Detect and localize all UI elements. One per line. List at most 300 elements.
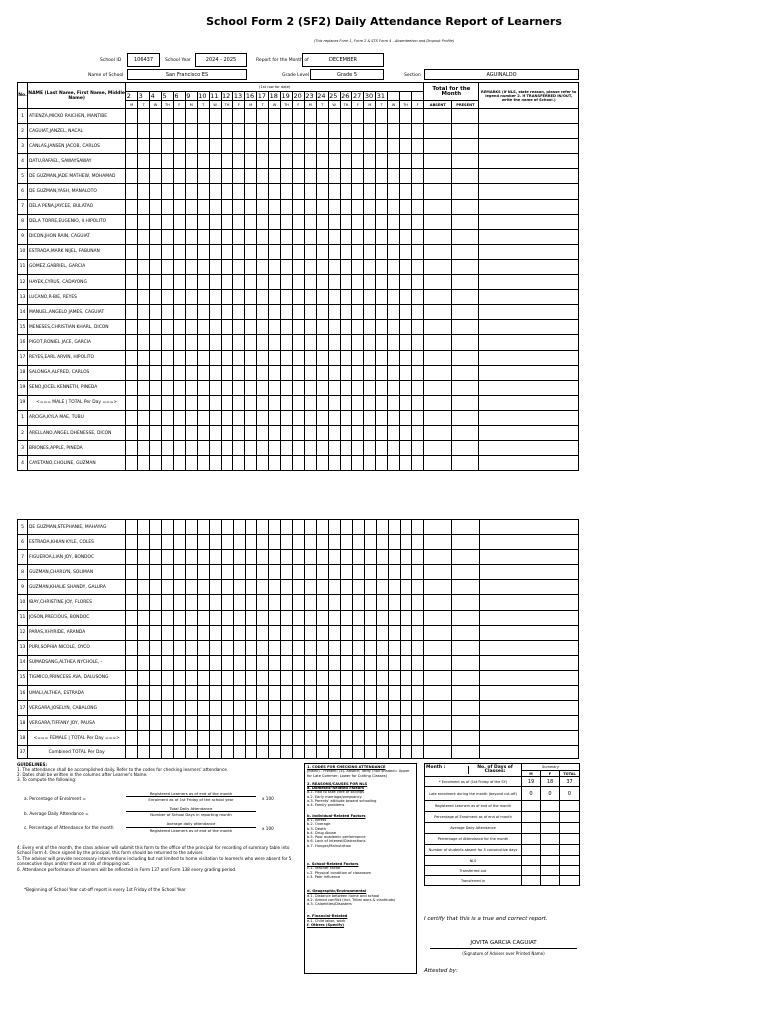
attendance-cell[interactable] — [150, 169, 162, 184]
attendance-cell[interactable] — [305, 716, 317, 731]
absent-total-cell[interactable] — [424, 425, 452, 440]
attendance-cell[interactable] — [400, 580, 412, 595]
attendance-cell[interactable] — [364, 610, 376, 625]
attendance-cell[interactable] — [293, 655, 305, 670]
summary-total-value[interactable] — [560, 845, 580, 856]
attendance-cell[interactable] — [340, 184, 352, 199]
attendance-cell[interactable] — [161, 139, 173, 154]
attendance-cell[interactable] — [197, 229, 209, 244]
attendance-cell[interactable] — [126, 686, 138, 701]
attendance-cell[interactable] — [281, 580, 293, 595]
attendance-cell[interactable] — [173, 139, 185, 154]
attendance-cell[interactable] — [352, 410, 364, 425]
attendance-cell[interactable] — [400, 535, 412, 550]
attendance-cell[interactable] — [388, 275, 400, 290]
attendance-cell[interactable] — [269, 305, 281, 320]
attendance-cell[interactable] — [328, 305, 340, 320]
attendance-cell[interactable] — [257, 184, 269, 199]
attendance-cell[interactable] — [150, 305, 162, 320]
attendance-cell[interactable] — [340, 199, 352, 214]
attendance-cell[interactable] — [221, 686, 233, 701]
attendance-cell[interactable] — [281, 305, 293, 320]
attendance-cell[interactable] — [364, 199, 376, 214]
attendance-cell[interactable] — [305, 640, 317, 655]
attendance-cell[interactable] — [364, 565, 376, 580]
attendance-cell[interactable] — [364, 535, 376, 550]
attendance-cell[interactable] — [293, 670, 305, 685]
attendance-cell[interactable] — [257, 199, 269, 214]
attendance-cell[interactable] — [126, 214, 138, 229]
attendance-cell[interactable] — [400, 109, 412, 124]
attendance-cell[interactable] — [412, 244, 424, 259]
summary-m-value[interactable]: 19 — [522, 777, 541, 787]
attendance-cell[interactable] — [197, 655, 209, 670]
attendance-cell[interactable] — [376, 580, 388, 595]
attendance-cell[interactable] — [328, 670, 340, 685]
attendance-cell[interactable] — [281, 701, 293, 716]
attendance-cell[interactable] — [185, 320, 197, 335]
present-total-cell[interactable] — [452, 655, 479, 670]
attendance-cell[interactable] — [221, 169, 233, 184]
summary-f-value[interactable]: 18 — [541, 777, 560, 787]
attendance-cell[interactable] — [233, 565, 245, 580]
attendance-cell[interactable] — [174, 535, 186, 550]
attendance-cell[interactable] — [316, 441, 328, 456]
attendance-cell[interactable] — [281, 184, 293, 199]
attendance-cell[interactable] — [245, 169, 257, 184]
attendance-cell[interactable] — [340, 305, 352, 320]
attendance-cell[interactable] — [126, 380, 138, 395]
attendance-cell[interactable] — [209, 441, 221, 456]
attendance-cell[interactable] — [304, 410, 316, 425]
attendance-cell[interactable] — [412, 259, 424, 274]
attendance-cell[interactable] — [126, 365, 138, 380]
attendance-cell[interactable] — [412, 456, 424, 471]
attendance-cell[interactable] — [197, 365, 209, 380]
present-total-cell[interactable] — [452, 550, 479, 565]
attendance-cell[interactable] — [185, 184, 197, 199]
attendance-cell[interactable] — [174, 565, 186, 580]
attendance-cell[interactable] — [352, 124, 364, 139]
attendance-cell[interactable] — [388, 154, 400, 169]
attendance-cell[interactable] — [364, 580, 376, 595]
present-total-cell[interactable] — [452, 259, 479, 274]
attendance-cell[interactable] — [245, 154, 257, 169]
attendance-cell[interactable] — [292, 441, 304, 456]
attendance-cell[interactable] — [400, 290, 412, 305]
attendance-cell[interactable] — [233, 686, 245, 701]
attendance-cell[interactable] — [197, 244, 209, 259]
attendance-cell[interactable] — [292, 456, 304, 471]
attendance-cell[interactable] — [126, 565, 138, 580]
attendance-cell[interactable] — [352, 259, 364, 274]
attendance-cell[interactable] — [352, 139, 364, 154]
attendance-cell[interactable] — [328, 154, 340, 169]
remarks-cell[interactable] — [479, 610, 578, 625]
attendance-cell[interactable] — [138, 640, 150, 655]
absent-total-cell[interactable] — [424, 365, 452, 380]
attendance-cell[interactable] — [221, 290, 233, 305]
attendance-cell[interactable] — [197, 109, 209, 124]
attendance-cell[interactable] — [150, 229, 162, 244]
attendance-cell[interactable] — [174, 580, 186, 595]
attendance-cell[interactable] — [245, 109, 257, 124]
attendance-cell[interactable] — [269, 716, 281, 731]
attendance-cell[interactable] — [376, 259, 388, 274]
attendance-cell[interactable] — [352, 380, 364, 395]
attendance-cell[interactable] — [185, 275, 197, 290]
present-total-cell[interactable] — [452, 335, 479, 350]
attendance-cell[interactable] — [257, 410, 269, 425]
attendance-cell[interactable] — [245, 595, 257, 610]
attendance-cell[interactable] — [352, 670, 364, 685]
attendance-cell[interactable] — [197, 565, 209, 580]
absent-total-cell[interactable] — [424, 595, 452, 610]
attendance-cell[interactable] — [126, 350, 138, 365]
attendance-cell[interactable] — [209, 655, 221, 670]
attendance-cell[interactable] — [340, 154, 352, 169]
attendance-cell[interactable] — [269, 275, 281, 290]
attendance-cell[interactable] — [293, 550, 305, 565]
attendance-cell[interactable] — [316, 335, 328, 350]
attendance-cell[interactable] — [257, 701, 269, 716]
remarks-cell[interactable] — [479, 425, 579, 440]
attendance-cell[interactable] — [150, 456, 162, 471]
attendance-cell[interactable] — [364, 139, 376, 154]
attendance-cell[interactable] — [292, 109, 304, 124]
attendance-cell[interactable] — [364, 350, 376, 365]
attendance-cell[interactable] — [185, 305, 197, 320]
attendance-cell[interactable] — [269, 214, 281, 229]
attendance-cell[interactable] — [412, 640, 424, 655]
attendance-cell[interactable] — [281, 320, 293, 335]
attendance-cell[interactable] — [209, 716, 221, 731]
attendance-cell[interactable] — [281, 535, 293, 550]
attendance-cell[interactable] — [388, 565, 400, 580]
attendance-cell[interactable] — [388, 535, 400, 550]
attendance-cell[interactable] — [316, 109, 328, 124]
attendance-cell[interactable] — [400, 350, 412, 365]
attendance-cell[interactable] — [340, 625, 352, 640]
attendance-cell[interactable] — [376, 550, 388, 565]
attendance-cell[interactable] — [269, 290, 281, 305]
attendance-cell[interactable] — [245, 610, 257, 625]
attendance-cell[interactable] — [317, 595, 329, 610]
attendance-cell[interactable] — [304, 184, 316, 199]
summary-total-value[interactable] — [560, 834, 580, 845]
attendance-cell[interactable] — [352, 456, 364, 471]
attendance-cell[interactable] — [292, 154, 304, 169]
attendance-cell[interactable] — [400, 154, 412, 169]
summary-m-value[interactable] — [522, 866, 541, 876]
attendance-cell[interactable] — [352, 625, 364, 640]
attendance-cell[interactable] — [316, 365, 328, 380]
attendance-cell[interactable] — [257, 320, 269, 335]
attendance-cell[interactable] — [388, 610, 400, 625]
attendance-cell[interactable] — [257, 229, 269, 244]
attendance-cell[interactable] — [269, 365, 281, 380]
attendance-cell[interactable] — [126, 655, 138, 670]
attendance-cell[interactable] — [376, 124, 388, 139]
remarks-cell[interactable] — [479, 701, 578, 716]
attendance-cell[interactable] — [173, 229, 185, 244]
attendance-cell[interactable] — [162, 625, 174, 640]
attendance-cell[interactable] — [197, 305, 209, 320]
attendance-cell[interactable] — [281, 670, 293, 685]
attendance-cell[interactable] — [412, 335, 424, 350]
attendance-cell[interactable] — [257, 640, 269, 655]
attendance-cell[interactable] — [245, 580, 257, 595]
attendance-cell[interactable] — [257, 610, 269, 625]
attendance-cell[interactable] — [138, 701, 150, 716]
attendance-cell[interactable] — [257, 290, 269, 305]
attendance-cell[interactable] — [197, 124, 209, 139]
attendance-cell[interactable] — [400, 610, 412, 625]
attendance-cell[interactable] — [412, 305, 424, 320]
attendance-cell[interactable] — [161, 154, 173, 169]
absent-total-cell[interactable] — [424, 456, 452, 471]
remarks-cell[interactable] — [479, 520, 578, 535]
attendance-cell[interactable] — [257, 380, 269, 395]
attendance-cell[interactable] — [269, 655, 281, 670]
attendance-cell[interactable] — [185, 456, 197, 471]
attendance-cell[interactable] — [281, 550, 293, 565]
attendance-cell[interactable] — [305, 701, 317, 716]
attendance-cell[interactable] — [400, 259, 412, 274]
attendance-cell[interactable] — [304, 441, 316, 456]
attendance-cell[interactable] — [245, 550, 257, 565]
attendance-cell[interactable] — [126, 410, 138, 425]
absent-total-cell[interactable] — [424, 670, 452, 685]
attendance-cell[interactable] — [317, 610, 329, 625]
attendance-cell[interactable] — [138, 655, 150, 670]
attendance-cell[interactable] — [138, 610, 150, 625]
attendance-cell[interactable] — [340, 425, 352, 440]
attendance-cell[interactable] — [376, 380, 388, 395]
attendance-cell[interactable] — [269, 335, 281, 350]
attendance-cell[interactable] — [245, 275, 257, 290]
attendance-cell[interactable] — [233, 139, 245, 154]
attendance-cell[interactable] — [352, 290, 364, 305]
attendance-cell[interactable] — [304, 109, 316, 124]
attendance-cell[interactable] — [281, 520, 293, 535]
attendance-cell[interactable] — [412, 580, 424, 595]
attendance-cell[interactable] — [376, 184, 388, 199]
attendance-cell[interactable] — [328, 365, 340, 380]
attendance-cell[interactable] — [269, 701, 281, 716]
present-total-cell[interactable] — [452, 380, 479, 395]
attendance-cell[interactable] — [173, 305, 185, 320]
attendance-cell[interactable] — [245, 686, 257, 701]
attendance-cell[interactable] — [257, 335, 269, 350]
attendance-cell[interactable] — [185, 655, 197, 670]
attendance-cell[interactable] — [316, 410, 328, 425]
attendance-cell[interactable] — [412, 350, 424, 365]
attendance-cell[interactable] — [269, 380, 281, 395]
attendance-cell[interactable] — [376, 139, 388, 154]
attendance-cell[interactable] — [233, 655, 245, 670]
attendance-cell[interactable] — [340, 595, 352, 610]
attendance-cell[interactable] — [185, 350, 197, 365]
attendance-cell[interactable] — [126, 154, 138, 169]
attendance-cell[interactable] — [126, 640, 138, 655]
attendance-cell[interactable] — [233, 214, 245, 229]
attendance-cell[interactable] — [209, 670, 221, 685]
attendance-cell[interactable] — [340, 109, 352, 124]
attendance-cell[interactable] — [364, 109, 376, 124]
attendance-cell[interactable] — [388, 670, 400, 685]
attendance-cell[interactable] — [293, 610, 305, 625]
attendance-cell[interactable] — [269, 535, 281, 550]
attendance-cell[interactable] — [173, 441, 185, 456]
attendance-cell[interactable] — [150, 335, 162, 350]
summary-f-value[interactable] — [541, 845, 560, 856]
attendance-cell[interactable] — [305, 686, 317, 701]
attendance-cell[interactable] — [400, 550, 412, 565]
attendance-cell[interactable] — [328, 655, 340, 670]
attendance-cell[interactable] — [197, 184, 209, 199]
attendance-cell[interactable] — [352, 275, 364, 290]
attendance-cell[interactable] — [221, 229, 233, 244]
attendance-cell[interactable] — [221, 320, 233, 335]
remarks-cell[interactable] — [479, 290, 579, 305]
absent-total-cell[interactable] — [424, 214, 452, 229]
attendance-cell[interactable] — [412, 290, 424, 305]
attendance-cell[interactable] — [245, 456, 257, 471]
attendance-cell[interactable] — [209, 124, 221, 139]
attendance-cell[interactable] — [412, 410, 424, 425]
attendance-cell[interactable] — [162, 655, 174, 670]
attendance-cell[interactable] — [412, 214, 424, 229]
attendance-cell[interactable] — [292, 124, 304, 139]
attendance-cell[interactable] — [245, 441, 257, 456]
attendance-cell[interactable] — [138, 670, 150, 685]
attendance-cell[interactable] — [292, 139, 304, 154]
attendance-cell[interactable] — [185, 625, 197, 640]
attendance-cell[interactable] — [281, 214, 293, 229]
attendance-cell[interactable] — [185, 124, 197, 139]
attendance-cell[interactable] — [269, 154, 281, 169]
attendance-cell[interactable] — [197, 380, 209, 395]
attendance-cell[interactable] — [269, 625, 281, 640]
present-total-cell[interactable] — [452, 229, 479, 244]
present-total-cell[interactable] — [452, 124, 479, 139]
attendance-cell[interactable] — [364, 595, 376, 610]
attendance-cell[interactable] — [161, 275, 173, 290]
attendance-cell[interactable] — [328, 290, 340, 305]
attendance-cell[interactable] — [400, 456, 412, 471]
attendance-cell[interactable] — [221, 154, 233, 169]
remarks-cell[interactable] — [479, 199, 579, 214]
attendance-cell[interactable] — [161, 259, 173, 274]
summary-m-value[interactable] — [522, 845, 541, 856]
attendance-cell[interactable] — [174, 640, 186, 655]
absent-total-cell[interactable] — [424, 716, 452, 731]
attendance-cell[interactable] — [304, 350, 316, 365]
attendance-cell[interactable] — [293, 625, 305, 640]
absent-total-cell[interactable] — [424, 109, 452, 124]
attendance-cell[interactable] — [185, 214, 197, 229]
attendance-cell[interactable] — [209, 139, 221, 154]
attendance-cell[interactable] — [292, 199, 304, 214]
attendance-cell[interactable] — [233, 380, 245, 395]
present-total-cell[interactable] — [452, 425, 479, 440]
attendance-cell[interactable] — [269, 124, 281, 139]
attendance-cell[interactable] — [305, 535, 317, 550]
attendance-cell[interactable] — [257, 259, 269, 274]
absent-total-cell[interactable] — [424, 380, 452, 395]
attendance-cell[interactable] — [185, 425, 197, 440]
attendance-cell[interactable] — [221, 640, 233, 655]
attendance-cell[interactable] — [245, 214, 257, 229]
attendance-cell[interactable] — [233, 320, 245, 335]
attendance-cell[interactable] — [352, 550, 364, 565]
attendance-cell[interactable] — [126, 535, 138, 550]
remarks-cell[interactable] — [479, 169, 579, 184]
attendance-cell[interactable] — [197, 350, 209, 365]
attendance-cell[interactable] — [352, 580, 364, 595]
attendance-cell[interactable] — [412, 229, 424, 244]
attendance-cell[interactable] — [317, 625, 329, 640]
attendance-cell[interactable] — [185, 686, 197, 701]
attendance-cell[interactable] — [304, 275, 316, 290]
attendance-cell[interactable] — [150, 244, 162, 259]
attendance-cell[interactable] — [304, 229, 316, 244]
attendance-cell[interactable] — [304, 154, 316, 169]
attendance-cell[interactable] — [150, 275, 162, 290]
attendance-cell[interactable] — [304, 290, 316, 305]
attendance-cell[interactable] — [400, 320, 412, 335]
present-total-cell[interactable] — [452, 670, 479, 685]
attendance-cell[interactable] — [185, 365, 197, 380]
summary-m-value[interactable] — [522, 801, 541, 812]
attendance-cell[interactable] — [221, 701, 233, 716]
absent-total-cell[interactable] — [424, 520, 452, 535]
attendance-cell[interactable] — [209, 425, 221, 440]
attendance-cell[interactable] — [388, 259, 400, 274]
attendance-cell[interactable] — [364, 305, 376, 320]
attendance-cell[interactable] — [364, 655, 376, 670]
attendance-cell[interactable] — [174, 610, 186, 625]
attendance-cell[interactable] — [317, 550, 329, 565]
attendance-cell[interactable] — [185, 229, 197, 244]
attendance-cell[interactable] — [352, 701, 364, 716]
attendance-cell[interactable] — [340, 686, 352, 701]
attendance-cell[interactable] — [364, 290, 376, 305]
attendance-cell[interactable] — [281, 350, 293, 365]
attendance-cell[interactable] — [257, 244, 269, 259]
attendance-cell[interactable] — [245, 716, 257, 731]
attendance-cell[interactable] — [364, 154, 376, 169]
remarks-cell[interactable] — [479, 580, 578, 595]
attendance-cell[interactable] — [376, 425, 388, 440]
attendance-cell[interactable] — [364, 229, 376, 244]
grade-level-field[interactable]: Grade 5 — [310, 69, 384, 80]
attendance-cell[interactable] — [173, 380, 185, 395]
attendance-cell[interactable] — [269, 550, 281, 565]
attendance-cell[interactable] — [340, 565, 352, 580]
summary-f-value[interactable] — [541, 823, 560, 834]
attendance-cell[interactable] — [412, 109, 424, 124]
attendance-cell[interactable] — [412, 655, 424, 670]
attendance-cell[interactable] — [304, 124, 316, 139]
attendance-cell[interactable] — [138, 580, 150, 595]
attendance-cell[interactable] — [328, 565, 340, 580]
attendance-cell[interactable] — [304, 305, 316, 320]
attendance-cell[interactable] — [245, 350, 257, 365]
attendance-cell[interactable] — [233, 716, 245, 731]
attendance-cell[interactable] — [340, 229, 352, 244]
